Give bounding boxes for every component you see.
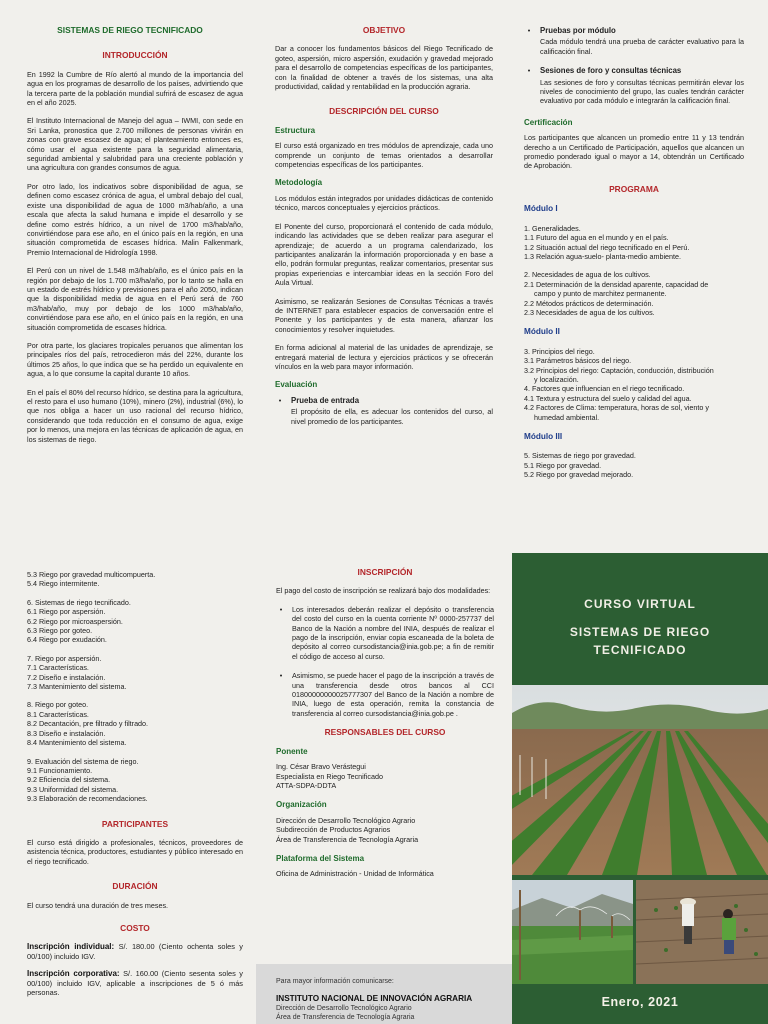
list-item: 8. Riego por goteo. <box>27 700 89 710</box>
list-item: 5. Sistemas de riego por gravedad. <box>524 451 636 461</box>
ponente-title: Ponente <box>276 746 308 756</box>
bullet-item <box>276 671 494 718</box>
list-item: 2.1 Determinación de la densidad aparente, capacidad de <box>524 279 709 289</box>
info-intro: Para mayor información comunicarse: <box>276 978 394 985</box>
inscripcion-bullet-text: Asimismo, se puede hacer el pago de la inscripción a través de una transferencia desde otros bancos al CCI 01800000000025777307 del Banco de la Nación a nombre de INIA, luego de esta operación, remita la constancia de transferencia al correo cursodistancia@inia.gob.pe . <box>292 671 494 718</box>
ponente-line: ATTA-SDPA-DDTA <box>276 780 337 790</box>
prueba-entrada-text: El propósito de ella, es adecuar los contenidos del curso, al nivel promedio de los participantes. <box>291 407 493 426</box>
intro-paragraph: El Perú con un nivel de 1.548 m3/hab/año, es el único país en la región por debajo de los 1.700 m3/ha/año, por lo tanto se halla en un estado de estrés hídrico y previsiones para el año 2050, indican que la disponibilidad media de agua en el Perú será de 760 m3/hab/año, muy por debajo de los 1000 m3/hab/año, convirtiéndose para ese año, en el único país en la región, en una situación comprometida de escases hídrica. <box>27 266 243 332</box>
list-item: 1. Generalidades. <box>524 223 581 233</box>
grass <box>512 926 633 984</box>
organizacion-line: Subdirección de Productos Agrarios <box>276 825 391 835</box>
costo-corporativa <box>27 969 243 997</box>
bullet-dot-icon: • <box>279 604 283 614</box>
costo-corporativa-text: S/. 160.00 (Ciento sesenta soles y 00/100) incluido IGV, aplicable a inscripciones de 5 ó más personas. <box>27 969 243 997</box>
cover-date: Enero, 2021 <box>601 995 679 1009</box>
intro-paragraph: Por otro lado, los indicativos sobre disponibilidad de agua, se definen como escasez crónica de agua, el umbral debajo del cual, existe una disponibilidad de agua de 1000 m3/hab/año, a una escala que afecta la salud humana e impide el desarrollo y se define como estrés hídrico, a un nivel de 1700 m3/hab/año, convirtiéndose para ese año, en el único país en la región, en una situación comprometida de escases hídrica. Malin Falkenmark, Premio Internacional de Hidrología 1998. <box>27 181 243 257</box>
intro-paragraph: Por otra parte, los glaciares tropicales peruanos que alimentan los principales ríos del país, retrocedieron más del 22%, durante los últimos 25 años, lo que indica que se ha perdido un equivalente en agua, a lo que consume la capital durante 10 años. <box>27 340 243 379</box>
prueba-modulo-text: Cada módulo tendrá una prueba de carácter evaluativo para la calificación final. <box>540 37 744 56</box>
list-item: 1.3 Relación agua-suelo- planta-medio ambiente. <box>524 251 682 261</box>
prueba-entrada-title: Prueba de entrada <box>291 395 360 405</box>
cover-title-line2: SISTEMAS DE RIEGO <box>569 625 711 639</box>
objective-column <box>275 26 493 436</box>
list-item: y localización. <box>534 374 579 384</box>
list-item: 5.3 Riego por gravedad multicompuerta. <box>27 570 156 579</box>
list-item: 9.1 Funcionamiento. <box>27 765 93 775</box>
list-item: 8.2 Decantación, pre filtrado y filtrado. <box>27 719 149 729</box>
list-item: 3. Principios del riego. <box>524 346 595 356</box>
bullet-dot-icon: • <box>278 395 282 405</box>
participantes-text: El curso está dirigido a profesionales, técnicos, proveedores de asistencia técnica, productores, estudiantes y público interesado en el riego tecnificado. <box>27 837 243 866</box>
list-item: 4.1 Textura y estructura del suelo y calidad del agua. <box>524 393 692 403</box>
bullet-item <box>276 605 494 661</box>
ponente-line: Ing. César Bravo Verástegui <box>276 762 366 772</box>
list-spacer <box>27 748 243 757</box>
list-item: 7.1 Características. <box>27 663 89 673</box>
metodologia-title: Metodología <box>275 178 323 188</box>
list-item: 9.3 Elaboración de recomendaciones. <box>27 794 148 804</box>
list-item: 6.2 Riego por microaspersión. <box>27 616 123 626</box>
organizacion-block <box>276 816 494 844</box>
intro-title: INTRODUCCIÓN <box>102 50 168 61</box>
sprinkler-photo <box>512 880 633 984</box>
info-line: Dirección de Desarrollo Tecnológico Agrario <box>276 1005 412 1012</box>
descripcion-title: DESCRIPCIÓN DEL CURSO <box>329 106 439 117</box>
module-3-title: Módulo III <box>524 432 563 441</box>
list-item: 7.2 Diseño e instalación. <box>27 672 106 682</box>
costo-individual-text: S/. 180.00 (Ciento ochenta soles y 00/100) incluido IGV. <box>27 942 244 961</box>
list-item: 6.1 Riego por aspersión. <box>27 607 106 617</box>
organizacion-title: Organización <box>276 800 327 810</box>
responsables-title: RESPONSABLES DEL CURSO <box>324 727 446 738</box>
metodologia-text: Los módulos están integrados por unidades didácticas de contenido técnico, marcos conceptuales y ejercicios prácticos. <box>275 193 493 213</box>
duracion-title: DURACIÓN <box>112 881 158 892</box>
inscripcion-intro: El pago del costo de inscripción se realizará bajo dos modalidades: <box>276 586 491 596</box>
plataforma-text: Oficina de Administración - Unidad de Informática <box>276 869 434 879</box>
estructura-title: Estructura <box>275 125 316 135</box>
list-item: 3.1 Parámetros básicos del riego. <box>524 356 632 366</box>
bullet-item <box>524 26 744 35</box>
bullet-item <box>524 66 744 75</box>
list-item: 7. Riego por aspersión. <box>27 653 102 663</box>
cert-text: Los participantes que alcancen un promedio entre 11 y 13 tendrán derecho a un Certificado de Participación, aquellos que alcancen un promedio ponderado igual o mayor a 14, obtendrán un Certificado de Aprobación. <box>524 133 744 171</box>
list-item: 5.2 Riego por gravedad mejorado. <box>524 470 634 480</box>
cover-title-line3: TECNIFICADO <box>593 643 687 657</box>
list-item: 3.2 Principios del riego: Captación, conducción, distribución <box>524 365 714 375</box>
objetivo-title: OBJETIVO <box>362 25 406 35</box>
participantes-title: PARTICIPANTES <box>101 818 169 829</box>
inscription-column <box>276 568 494 879</box>
costo-individual-label: Inscripción individual: <box>27 942 115 952</box>
estructura-text: El curso está organizado en tres módulos de aprendizaje, cada uno comprende un conjunto de temas orientados a desarrollar competencias específicas de los participantes. <box>275 141 493 170</box>
farmers-photo <box>636 880 768 984</box>
organizacion-line: Área de Transferencia de Tecnología Agraria <box>276 834 419 844</box>
list-item: campo y punto de marchitez permanente. <box>534 289 667 299</box>
info-line: Área de Transferencia de Tecnología Agraria <box>276 1014 415 1021</box>
contact-info-box <box>256 964 512 1024</box>
module-2-title: Módulo II <box>524 327 560 337</box>
intro-paragraph: En el país el 80% del recurso hídrico, se destina para la agricultura, el resto para el uso humano (10%), minero (2%), industrial (6%), lo que nos obliga a hacer un uso racional del recurso hídrico, considerando que toda reducción en el consumo de agua, exige por lo menos, una mejora en las técnicas de aplicación de agua, en los sistemas de riego. <box>27 387 243 444</box>
list-spacer <box>27 691 243 700</box>
list-item: 2.3 Necesidades de agua de los cultivos. <box>524 307 655 317</box>
soil <box>636 880 768 984</box>
list-item: 2.2 Métodos prácticos de determinación. <box>524 298 654 308</box>
info-org: INSTITUTO NACIONAL DE INNOVACIÓN AGRARIA <box>276 994 473 1003</box>
intro-paragraph: En 1992 la Cumbre de Río alertó al mundo de la importancia del agua en los programas de desarrollo de los países, advirtiendo que la tercera parte de la población mundial sufrirá de escasez de agua en el año 2025. <box>27 69 243 108</box>
list-item: 8.1 Características. <box>27 709 89 719</box>
list-item: 9. Evaluación del sistema de riego. <box>27 756 139 766</box>
list-item: 6.3 Riego por goteo. <box>27 626 93 636</box>
duracion-text: El curso tendrá una duración de tres meses. <box>27 900 169 910</box>
objetivo-text: Dar a conocer los fundamentos básicos del Riego Tecnificado de goteo, aspersión, micro aspersión, exudación y gravedad mejorado para el desarrollo de competencias específicas de los participantes, con la finalidad de obtener a través de los sistemas, una alta productividad, calidad y rentabilidad en la producción agraria. <box>275 44 493 92</box>
list-item: 1.2 Situación actual del riego tecnificado en el Perú. <box>524 242 690 252</box>
list-spacer <box>27 645 243 654</box>
module-3-list <box>524 451 744 479</box>
intro-paragraph: El Instituto Internacional de Manejo del agua – IWMI, con sede en Sri Lanka, pronostica que 2.700 millones de personas vivirán en zonas con grave escasez de agua; el planteamiento entonces es, cómo usar el agua existente para la seguridad alimentaria, seguridad ambiental y salubridad para una creciente población y una agricultura con grandes consumos de agua. <box>27 116 243 173</box>
list-item: 4. Factores que influencian en el riego tecnificado. <box>524 384 685 394</box>
program-continued-column <box>27 570 243 1005</box>
list-spacer <box>524 261 744 270</box>
organizacion-line: Dirección de Desarrollo Tecnológico Agrario <box>276 815 416 825</box>
prueba-modulo-title: Pruebas por módulo <box>540 26 616 35</box>
module-1-list <box>524 224 744 318</box>
foro-title: Sesiones de foro y consultas técnicas <box>540 66 682 76</box>
list-item: 7.3 Mantenimiento del sistema. <box>27 682 127 692</box>
list-item: 6. Sistemas de riego tecnificado. <box>27 597 131 607</box>
programa-title: PROGRAMA <box>609 183 659 194</box>
list-item: 5.1 Riego por gravedad. <box>524 460 602 470</box>
list-item: 2. Necesidades de agua de los cultivos. <box>524 270 651 280</box>
metodologia-text: Asimismo, se realizarán Sesiones de Consultas Técnicas a través de INTERNET para establecer espacios de conversación entre el Ponente y los participantes y de esta manera, afianzar los conocimientos y resolver inquietudes. <box>275 296 493 334</box>
ponente-block <box>276 762 494 790</box>
list-item: 9.2 Eficiencia del sistema. <box>27 775 111 785</box>
bullet-dot-icon: • <box>279 671 283 681</box>
list-spacer <box>27 589 243 598</box>
list-item: 1.1 Futuro del agua en el mundo y en el país. <box>524 233 669 243</box>
intro-column <box>27 26 243 453</box>
costo-individual <box>27 942 243 961</box>
foro-text: Las sesiones de foro y consultas técnicas permitirán elevar los niveles de conocimiento del grupo, las cuales tendrán carácter evaluativo por cada módulo e integrarán la calificación final. <box>540 77 744 106</box>
list-item: 6.4 Riego por exudación. <box>27 635 107 645</box>
cert-title: Certificación <box>524 117 573 127</box>
bullet-dot-icon: • <box>527 66 531 76</box>
bullet-dot-icon: • <box>527 26 531 35</box>
list-item: 4.2 Factores de Clima: temperatura, horas de sol, viento y <box>524 403 709 413</box>
module-2-list <box>524 347 744 422</box>
crop-field-photo <box>512 685 768 875</box>
list-item: humedad ambiental. <box>534 412 600 422</box>
header-title: SISTEMAS DE RIEGO TECNIFICADO <box>57 25 203 35</box>
plataforma-title: Plataforma del Sistema <box>276 853 365 863</box>
list-item: 8.3 Diseño e instalación. <box>27 728 106 738</box>
program-continued-list <box>27 570 243 804</box>
metodologia-text: El Ponente del curso, proporcionará el contenido de cada módulo, indicando las actividades que se deben realizar para asegurar el aprendizaje; de acuerdo a un programa calendarizado, los participantes analizarán la información proporcionada y en base a ello, podrán formular preguntas, realizar comentarios, presentar sus propias experiencias e intercambiar ideas en la sección Foro del Aula Virtual. <box>275 221 493 288</box>
ponente-line: Especialista en Riego Tecnificado <box>276 771 383 781</box>
list-item: 8.4 Mantenimiento del sistema. <box>27 738 127 748</box>
inscripcion-title: INSCRIPCIÓN <box>357 567 413 577</box>
bullet-item <box>275 396 493 405</box>
module-1-title: Módulo I <box>524 204 558 214</box>
list-item: 5.4 Riego intermitente. <box>27 579 100 589</box>
cover-panel <box>512 553 768 1024</box>
inscripcion-bullet-text: Los interesados deberán realizar el depósito o transferencia del costo del curso en la cuenta corriente Nº 0000-257737 del Banco de la Nación a nombre del INIA, después de realizar el pago de la inscripción, enviar copia escaneada de la boleta de depósito al correo cursodistancia@inia.gob.pe; a fin de remitir el código de acceso al curso. <box>292 604 494 661</box>
metodologia-text: En forma adicional al material de las unidades de aprendizaje, se entregará material de lectura y ejercicios prácticos y se ofrecerán vínculos en la web para mayor información. <box>275 343 493 371</box>
list-item: 9.3 Uniformidad del sistema. <box>27 784 119 794</box>
costo-corporativa-label: Inscripción corporativa: <box>27 969 120 979</box>
program-column <box>524 26 744 480</box>
cover-title-line1: CURSO VIRTUAL <box>584 597 696 611</box>
costo-title: COSTO <box>120 922 150 933</box>
evaluacion-title: Evaluación <box>275 380 318 390</box>
